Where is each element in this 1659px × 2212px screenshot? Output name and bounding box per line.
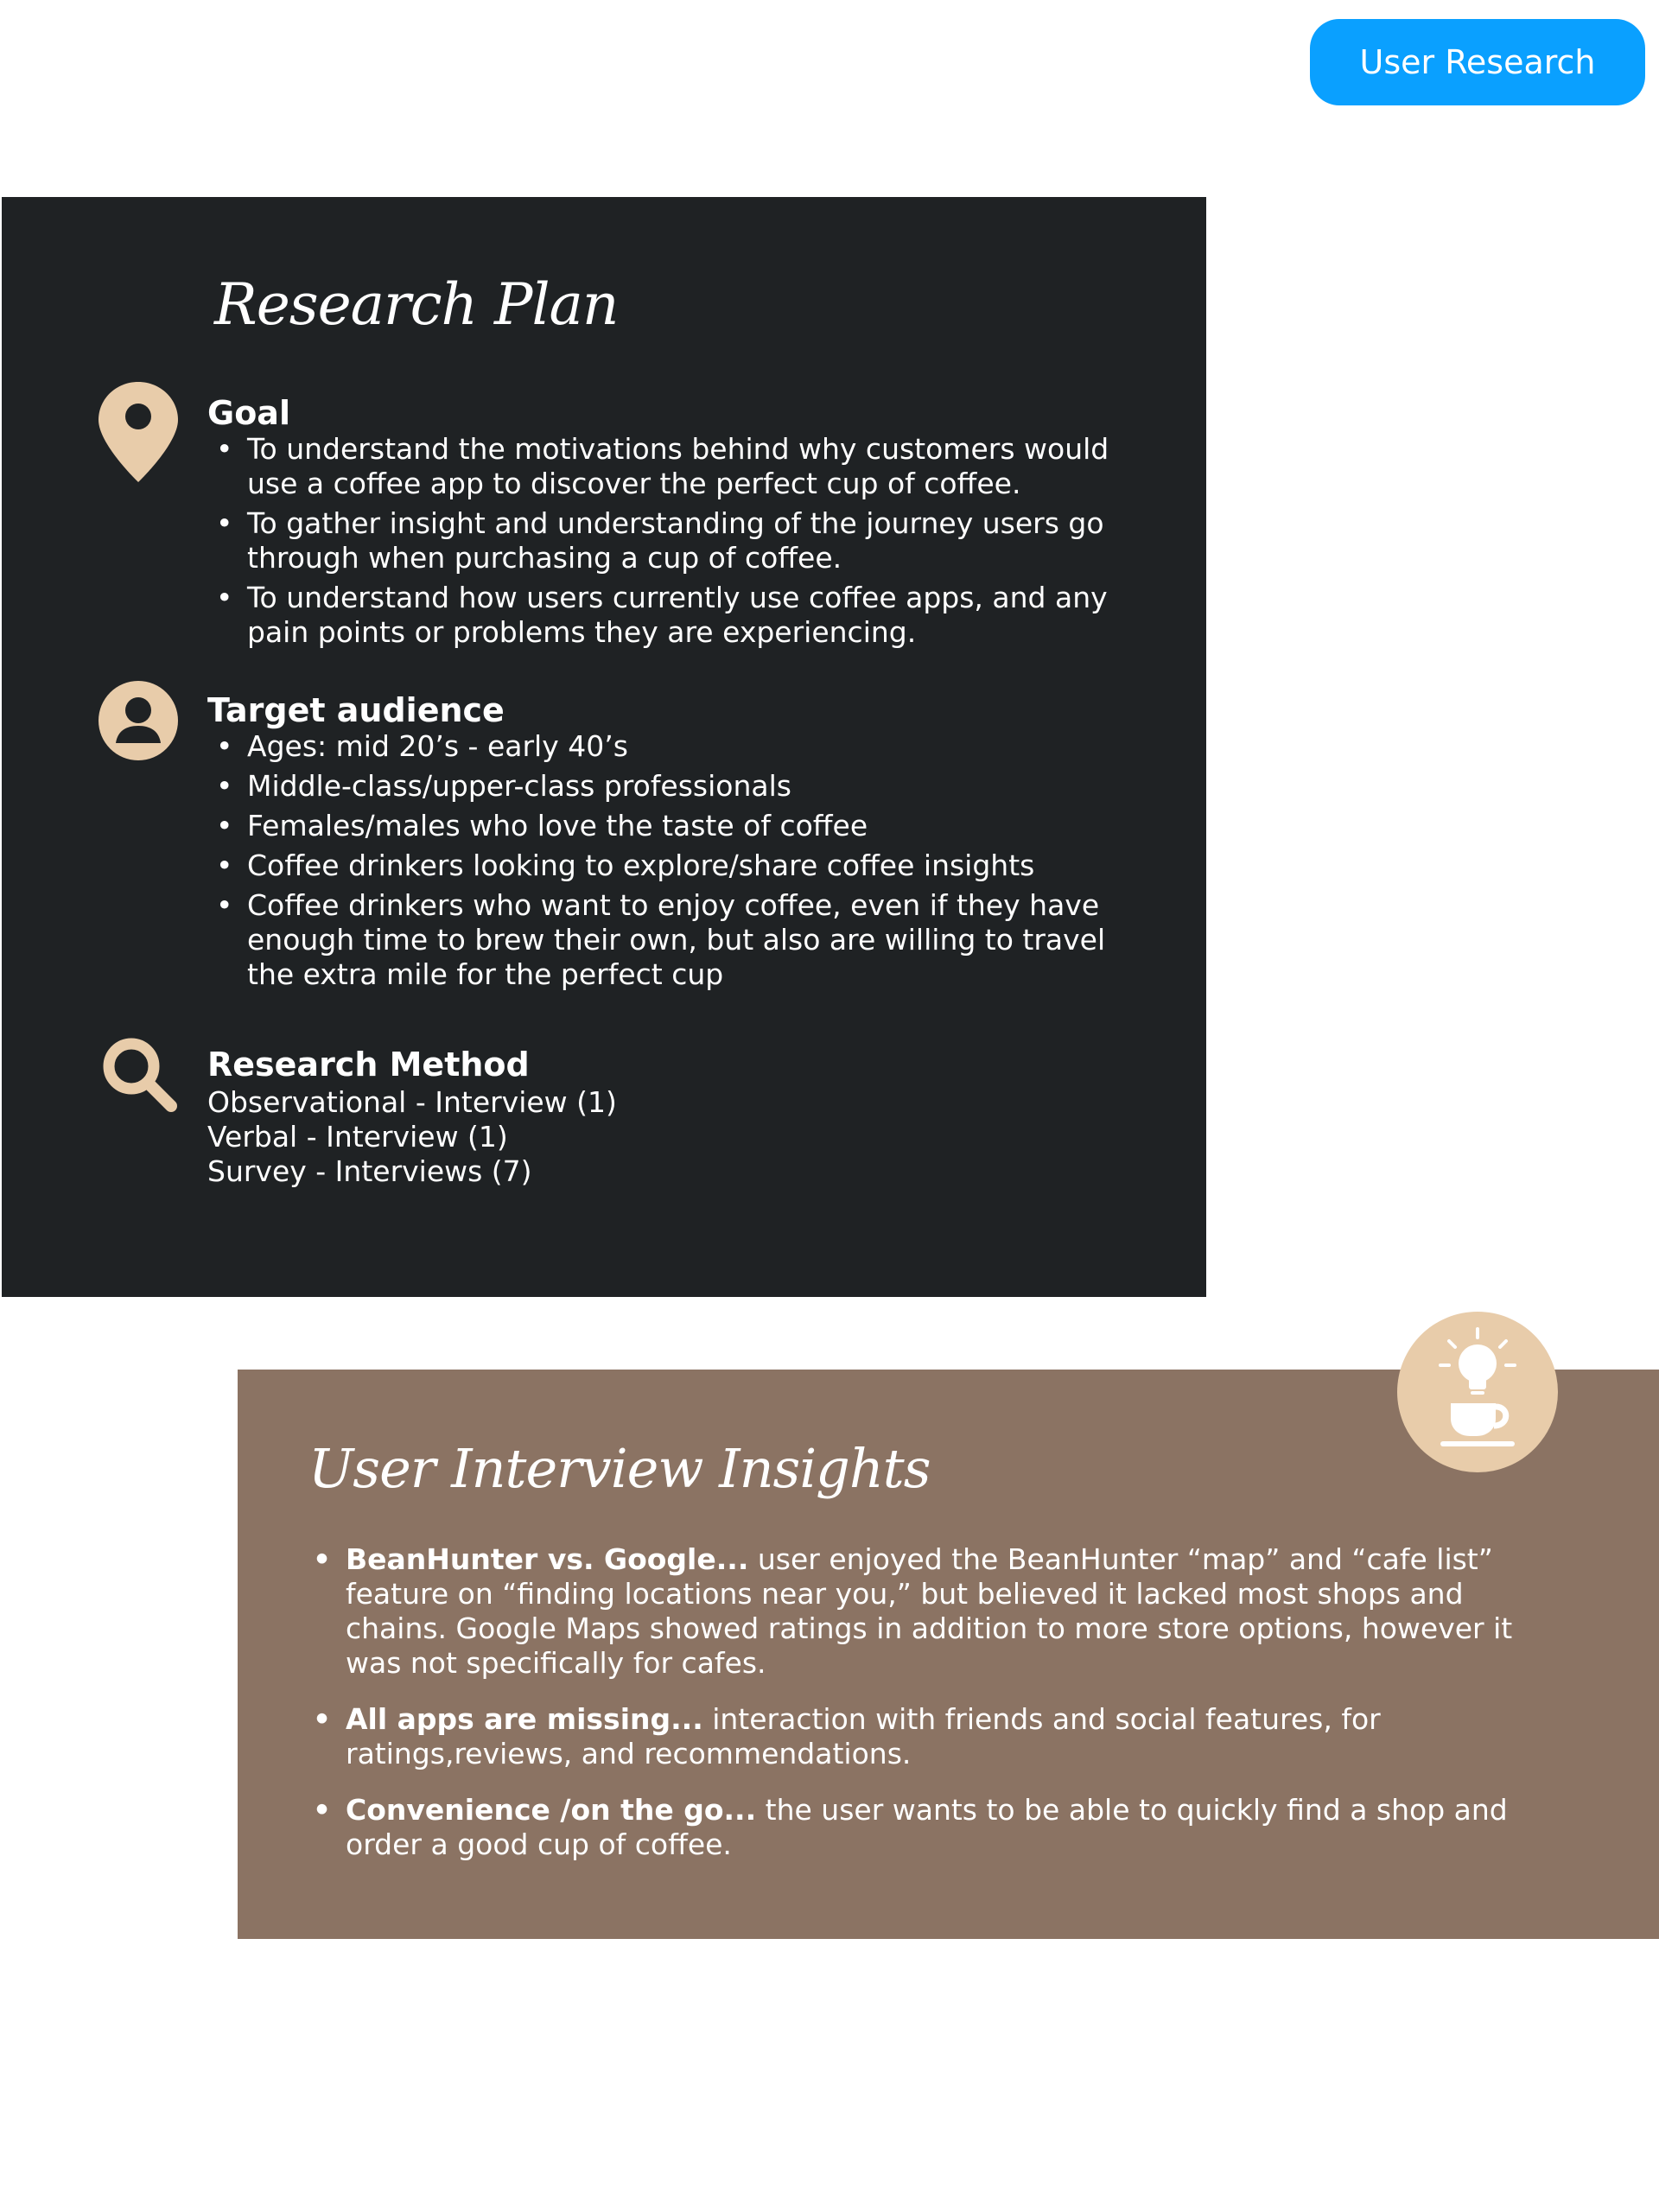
list-item: Survey - Interviews (7) [207, 1154, 532, 1188]
insight-lead: Convenience /on the go... [346, 1793, 757, 1827]
research-plan-panel [2, 197, 1206, 1297]
list-item [311, 1702, 1521, 1771]
insights-title: User Interview Insights [308, 1437, 931, 1500]
insight-text: user enjoyed the BeanHunter “map” and “cafe list” feature on “finding locations near you,” but believed it lacked most shops and chains. Google Maps showed ratings in addition to more store options, however it was not specifically for cafes. [346, 1542, 1513, 1680]
list-item: • Coffee drinkers looking to explore/share coffee insights [207, 849, 1123, 883]
goal-list [207, 432, 1123, 655]
insight-lead: BeanHunter vs. Google... [346, 1542, 749, 1576]
list-item: • Coffee drinkers who want to enjoy coffee, even if they have enough time to brew their own, but also are willing to travel the extra mile for the perfect cup [207, 888, 1123, 992]
list-item: • Females/males who love the taste of coffee [207, 809, 1123, 843]
user-avatar-icon [99, 681, 178, 760]
insight-text: interaction with friends and social features, for ratings,reviews, and recommendations. [346, 1702, 1381, 1770]
insight-text: the user wants to be able to quickly find a shop and order a good cup of coffee. [346, 1793, 1508, 1861]
target-audience-list [207, 729, 1123, 997]
research-method-list [207, 1085, 617, 1189]
research-plan-title: Research Plan [214, 271, 619, 338]
target-audience-heading: Target audience [207, 691, 505, 729]
list-item: • To understand how users currently use coffee apps, and any pain points or problems they are experiencing. [207, 581, 1123, 650]
list-item: • To gather insight and understanding of the journey users go through when purchasing a cup of coffee. [207, 506, 1123, 575]
list-item [311, 1542, 1521, 1681]
list-item [311, 1793, 1521, 1862]
list-item: Observational - Interview (1) [207, 1085, 617, 1119]
insights-badge [1397, 1312, 1558, 1472]
insight-lead: All apps are missing... [346, 1702, 703, 1736]
list-item: • Ages: mid 20’s - early 40’s [207, 729, 1123, 764]
list-item: • Middle-class/upper-class professionals [207, 769, 1123, 804]
insights-list [311, 1542, 1521, 1884]
list-item: • To understand the motivations behind why customers would use a coffee app to discover the perfect cup of coffee. [207, 432, 1123, 501]
user-research-tag-button[interactable]: User Research [1310, 19, 1645, 105]
lightbulb-coffee-cup-icon [1397, 1312, 1558, 1472]
location-pin-icon [99, 382, 178, 482]
list-item: Verbal - Interview (1) [207, 1120, 508, 1154]
magnifier-icon [99, 1033, 178, 1113]
research-method-heading: Research Method [207, 1046, 530, 1084]
goal-heading: Goal [207, 394, 290, 432]
